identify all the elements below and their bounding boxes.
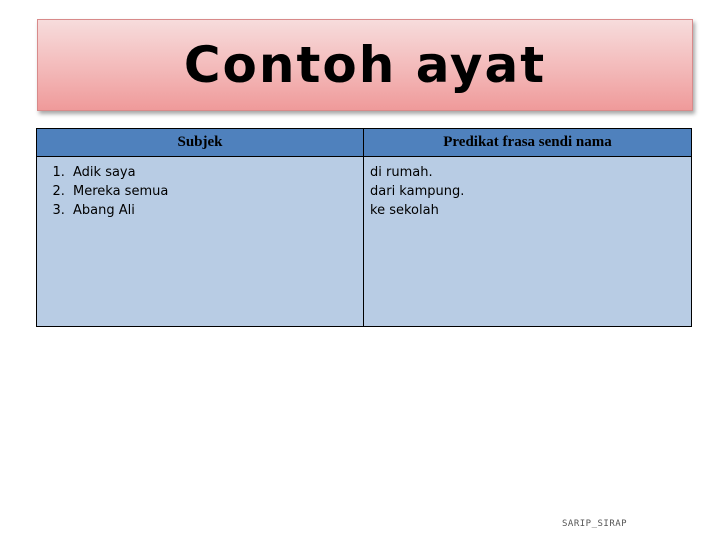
slide-title: Contoh ayat: [183, 36, 547, 94]
title-banner: [37, 19, 693, 111]
header-predikat: Predikat frasa sendi nama: [364, 129, 692, 157]
predicate-line: ke sekolah: [370, 203, 439, 218]
subject-cell: [37, 157, 364, 327]
subject-list: [43, 163, 357, 220]
table-row: [37, 157, 692, 327]
predicate-line: di rumah.: [370, 165, 433, 180]
table-header-row: [37, 129, 692, 157]
examples-table: [36, 128, 692, 327]
header-subjek: Subjek: [37, 129, 364, 157]
footer-credit: SARIP_SIRAP: [562, 519, 628, 529]
predicate-line: dari kampung.: [370, 184, 465, 199]
predicate-cell: [364, 157, 692, 327]
list-item: 1. Adik saya: [69, 163, 357, 182]
list-item: 3. Abang Ali: [69, 201, 357, 220]
list-item: 2. Mereka semua: [69, 182, 357, 201]
